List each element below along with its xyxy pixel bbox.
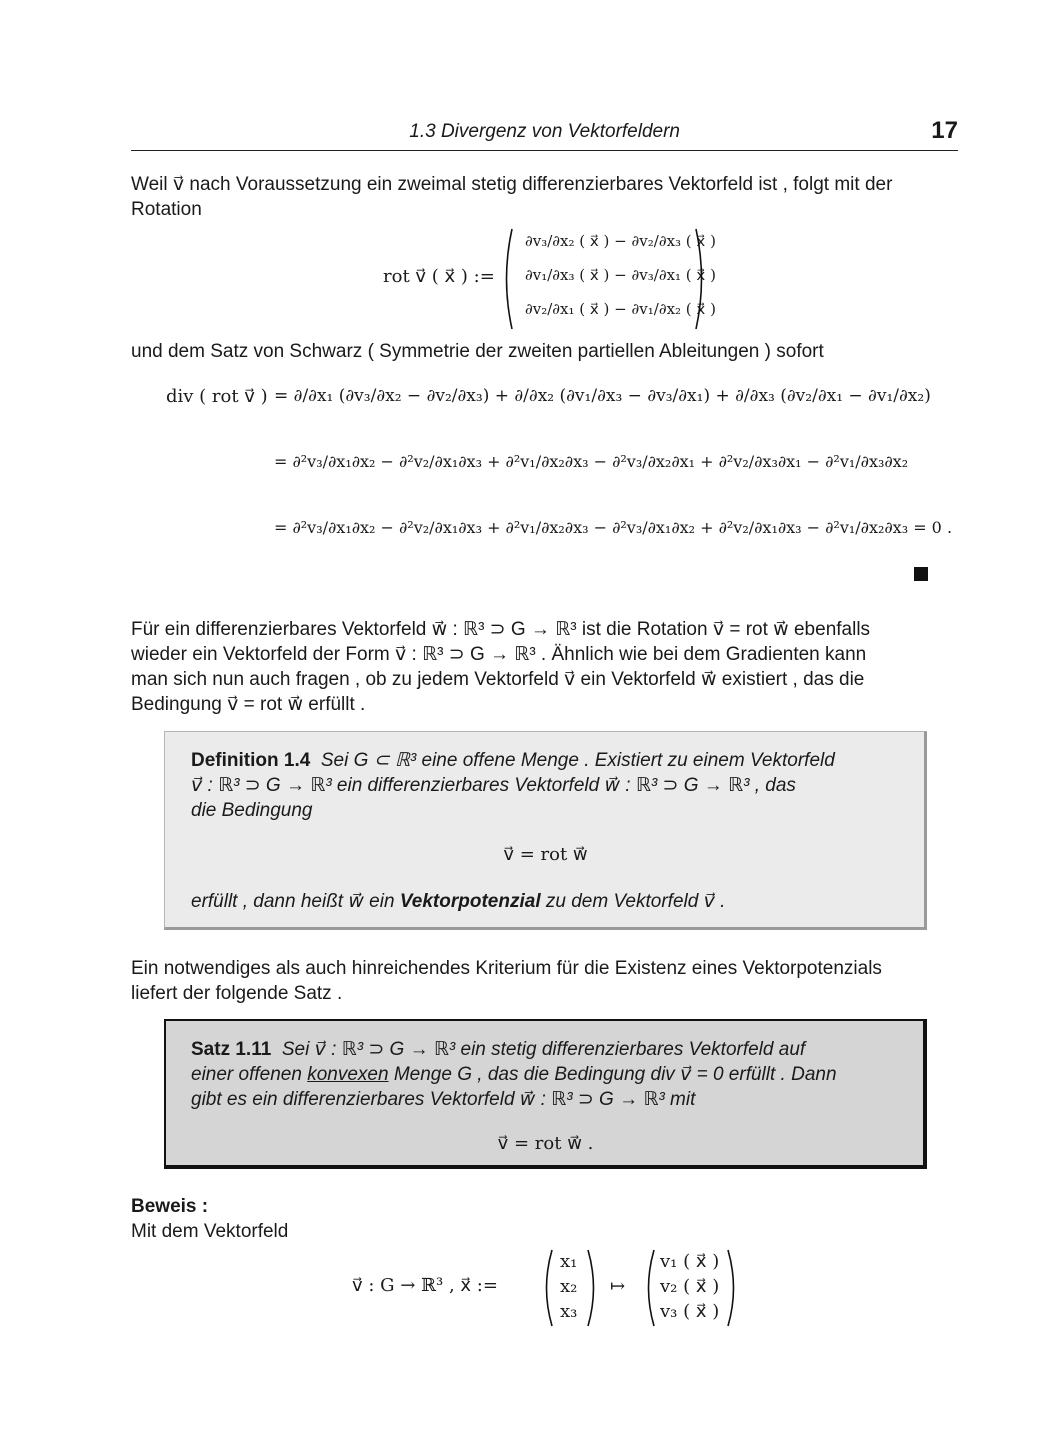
rotation-paragraph-line-3: man sich nun auch fragen , ob zu jedem Vektorfeld v⃗ ein Vektorfeld w⃗ existiert , das die	[131, 669, 865, 690]
theorem-line-1-text: Sei v⃗ : ℝ³ ⊃ G → ℝ³ ein stetig differenzierbares Vektorfeld auf	[281, 1039, 806, 1060]
mapsto-arrow: ↦	[610, 1276, 626, 1297]
definition-line-3: die Bedingung	[191, 800, 313, 821]
theorem-line-2	[191, 1062, 837, 1087]
rot-matrix-row-1: ∂v₃/∂x₂ ( x⃗ ) − ∂v₂/∂x₃ ( x⃗ )	[525, 232, 716, 250]
theorem-line-2-pre: einer offenen	[191, 1064, 308, 1085]
criterion-paragraph-line-2: liefert der folgende Satz .	[131, 983, 343, 1004]
theorem-label: Satz 1.11	[191, 1039, 272, 1060]
definition-last-line	[191, 889, 725, 914]
definition-last-pre: erfüllt , dann heißt w⃗ ein	[191, 891, 400, 912]
div-rot-line-2: = ∂²v₃/∂x₁∂x₂ − ∂²v₂/∂x₁∂x₃ + ∂²v₁/∂x₂∂x₃ − ∂²v₃/∂x₂∂x₁ + ∂²v₂/∂x₃∂x₁ − ∂²v₁/∂x₃∂x₂	[274, 452, 909, 471]
rot-matrix-left-paren	[500, 227, 514, 331]
div-rot-line-3: = ∂²v₃/∂x₁∂x₂ − ∂²v₂/∂x₁∂x₃ + ∂²v₁/∂x₂∂x₃ − ∂²v₃/∂x₁∂x₂ + ∂²v₂/∂x₁∂x₃ − ∂²v₁/∂x₂∂x₃ = 0 .	[274, 518, 953, 537]
x-component-3: x₃	[560, 1301, 578, 1322]
rot-matrix-row-3: ∂v₂/∂x₁ ( x⃗ ) − ∂v₁/∂x₂ ( x⃗ )	[525, 300, 716, 318]
criterion-paragraph-line-1: Ein notwendiges als auch hinreichendes Kriterium für die Existenz eines Vektorpotenzials	[131, 958, 882, 979]
definition-last-post: zu dem Vektorfeld v⃗ .	[540, 891, 726, 912]
rot-formula-lhs: rot v⃗ ( x⃗ ) :=	[383, 266, 495, 287]
definition-label: Definition 1.4	[191, 750, 311, 771]
rot-matrix-right-paren	[694, 227, 708, 331]
theorem-line-2-post: Menge G , das die Bedingung div v⃗ = 0 erfüllt . Dann	[388, 1064, 837, 1085]
theorem-underlined-word: konvexen	[307, 1064, 389, 1085]
definition-term: Vektorpotenzial	[399, 891, 541, 912]
rotation-paragraph-line-1: Für ein differenzierbares Vektorfeld w⃗ : ℝ³ ⊃ G → ℝ³ ist die Rotation v⃗ = rot w⃗ ebenfalls	[131, 619, 871, 640]
schwarz-paragraph: und dem Satz von Schwarz ( Symmetrie der zweiten partiellen Ableitungen ) sofort	[131, 341, 824, 362]
rot-matrix-row-2: ∂v₁/∂x₃ ( x⃗ ) − ∂v₃/∂x₁ ( x⃗ )	[525, 266, 716, 284]
running-header-title: 1.3 Divergenz von Vektorfeldern	[409, 121, 680, 142]
definition-line-2: v⃗ : ℝ³ ⊃ G → ℝ³ ein differenzierbares Vektorfeld w⃗ : ℝ³ ⊃ G → ℝ³ , das	[191, 775, 796, 796]
x-component-1: x₁	[560, 1251, 578, 1272]
qed-square	[914, 567, 928, 581]
v-component-3: v₃ ( x⃗ )	[660, 1301, 720, 1322]
v-component-2: v₂ ( x⃗ )	[660, 1276, 720, 1297]
div-rot-lhs: div ( rot v⃗ )	[166, 386, 268, 407]
v-vector-left-paren	[642, 1248, 656, 1328]
theorem-formula: v⃗ = rot w⃗ .	[497, 1133, 594, 1154]
proof-label: Beweis :	[131, 1196, 209, 1217]
div-rot-line-1: = ∂/∂x₁ (∂v₃/∂x₂ − ∂v₂/∂x₃) + ∂/∂x₂ (∂v₁/∂x₃ − ∂v₃/∂x₁) + ∂/∂x₃ (∂v₂/∂x₁ − ∂v₁/∂x₂)	[274, 386, 931, 406]
definition-line-1	[191, 748, 911, 773]
proof-line-1: Mit dem Vektorfeld	[131, 1221, 289, 1242]
x-vector-left-paren	[540, 1248, 554, 1328]
definition-line-1-text: Sei G ⊂ ℝ³ eine offene Menge . Existiert zu einem Vektorfeld	[320, 750, 835, 771]
x-vector-right-paren	[586, 1248, 600, 1328]
v-vector-right-paren	[726, 1248, 740, 1328]
theorem-line-1	[191, 1037, 805, 1062]
definition-formula: v⃗ = rot w⃗	[503, 844, 588, 865]
intro-paragraph: Weil v⃗ nach Voraussetzung ein zweimal stetig differenzierbares Vektorfeld ist , folgt mit der Rotation	[131, 174, 893, 220]
v-component-1: v₁ ( x⃗ )	[660, 1251, 720, 1272]
proof-map-lhs: v⃗ : G → ℝ³ , x⃗ :=	[352, 1275, 498, 1296]
page-number: 17	[931, 117, 958, 144]
x-component-2: x₂	[560, 1276, 578, 1297]
theorem-line-3: gibt es ein differenzierbares Vektorfeld w⃗ : ℝ³ ⊃ G → ℝ³ mit	[191, 1089, 696, 1110]
rotation-paragraph-line-4: Bedingung v⃗ = rot w⃗ erfüllt .	[131, 694, 366, 715]
header-rule	[131, 150, 958, 151]
rotation-paragraph-line-2: wieder ein Vektorfeld der Form v⃗ : ℝ³ ⊃ G → ℝ³ . Ähnlich wie bei dem Gradienten kann	[131, 644, 867, 665]
